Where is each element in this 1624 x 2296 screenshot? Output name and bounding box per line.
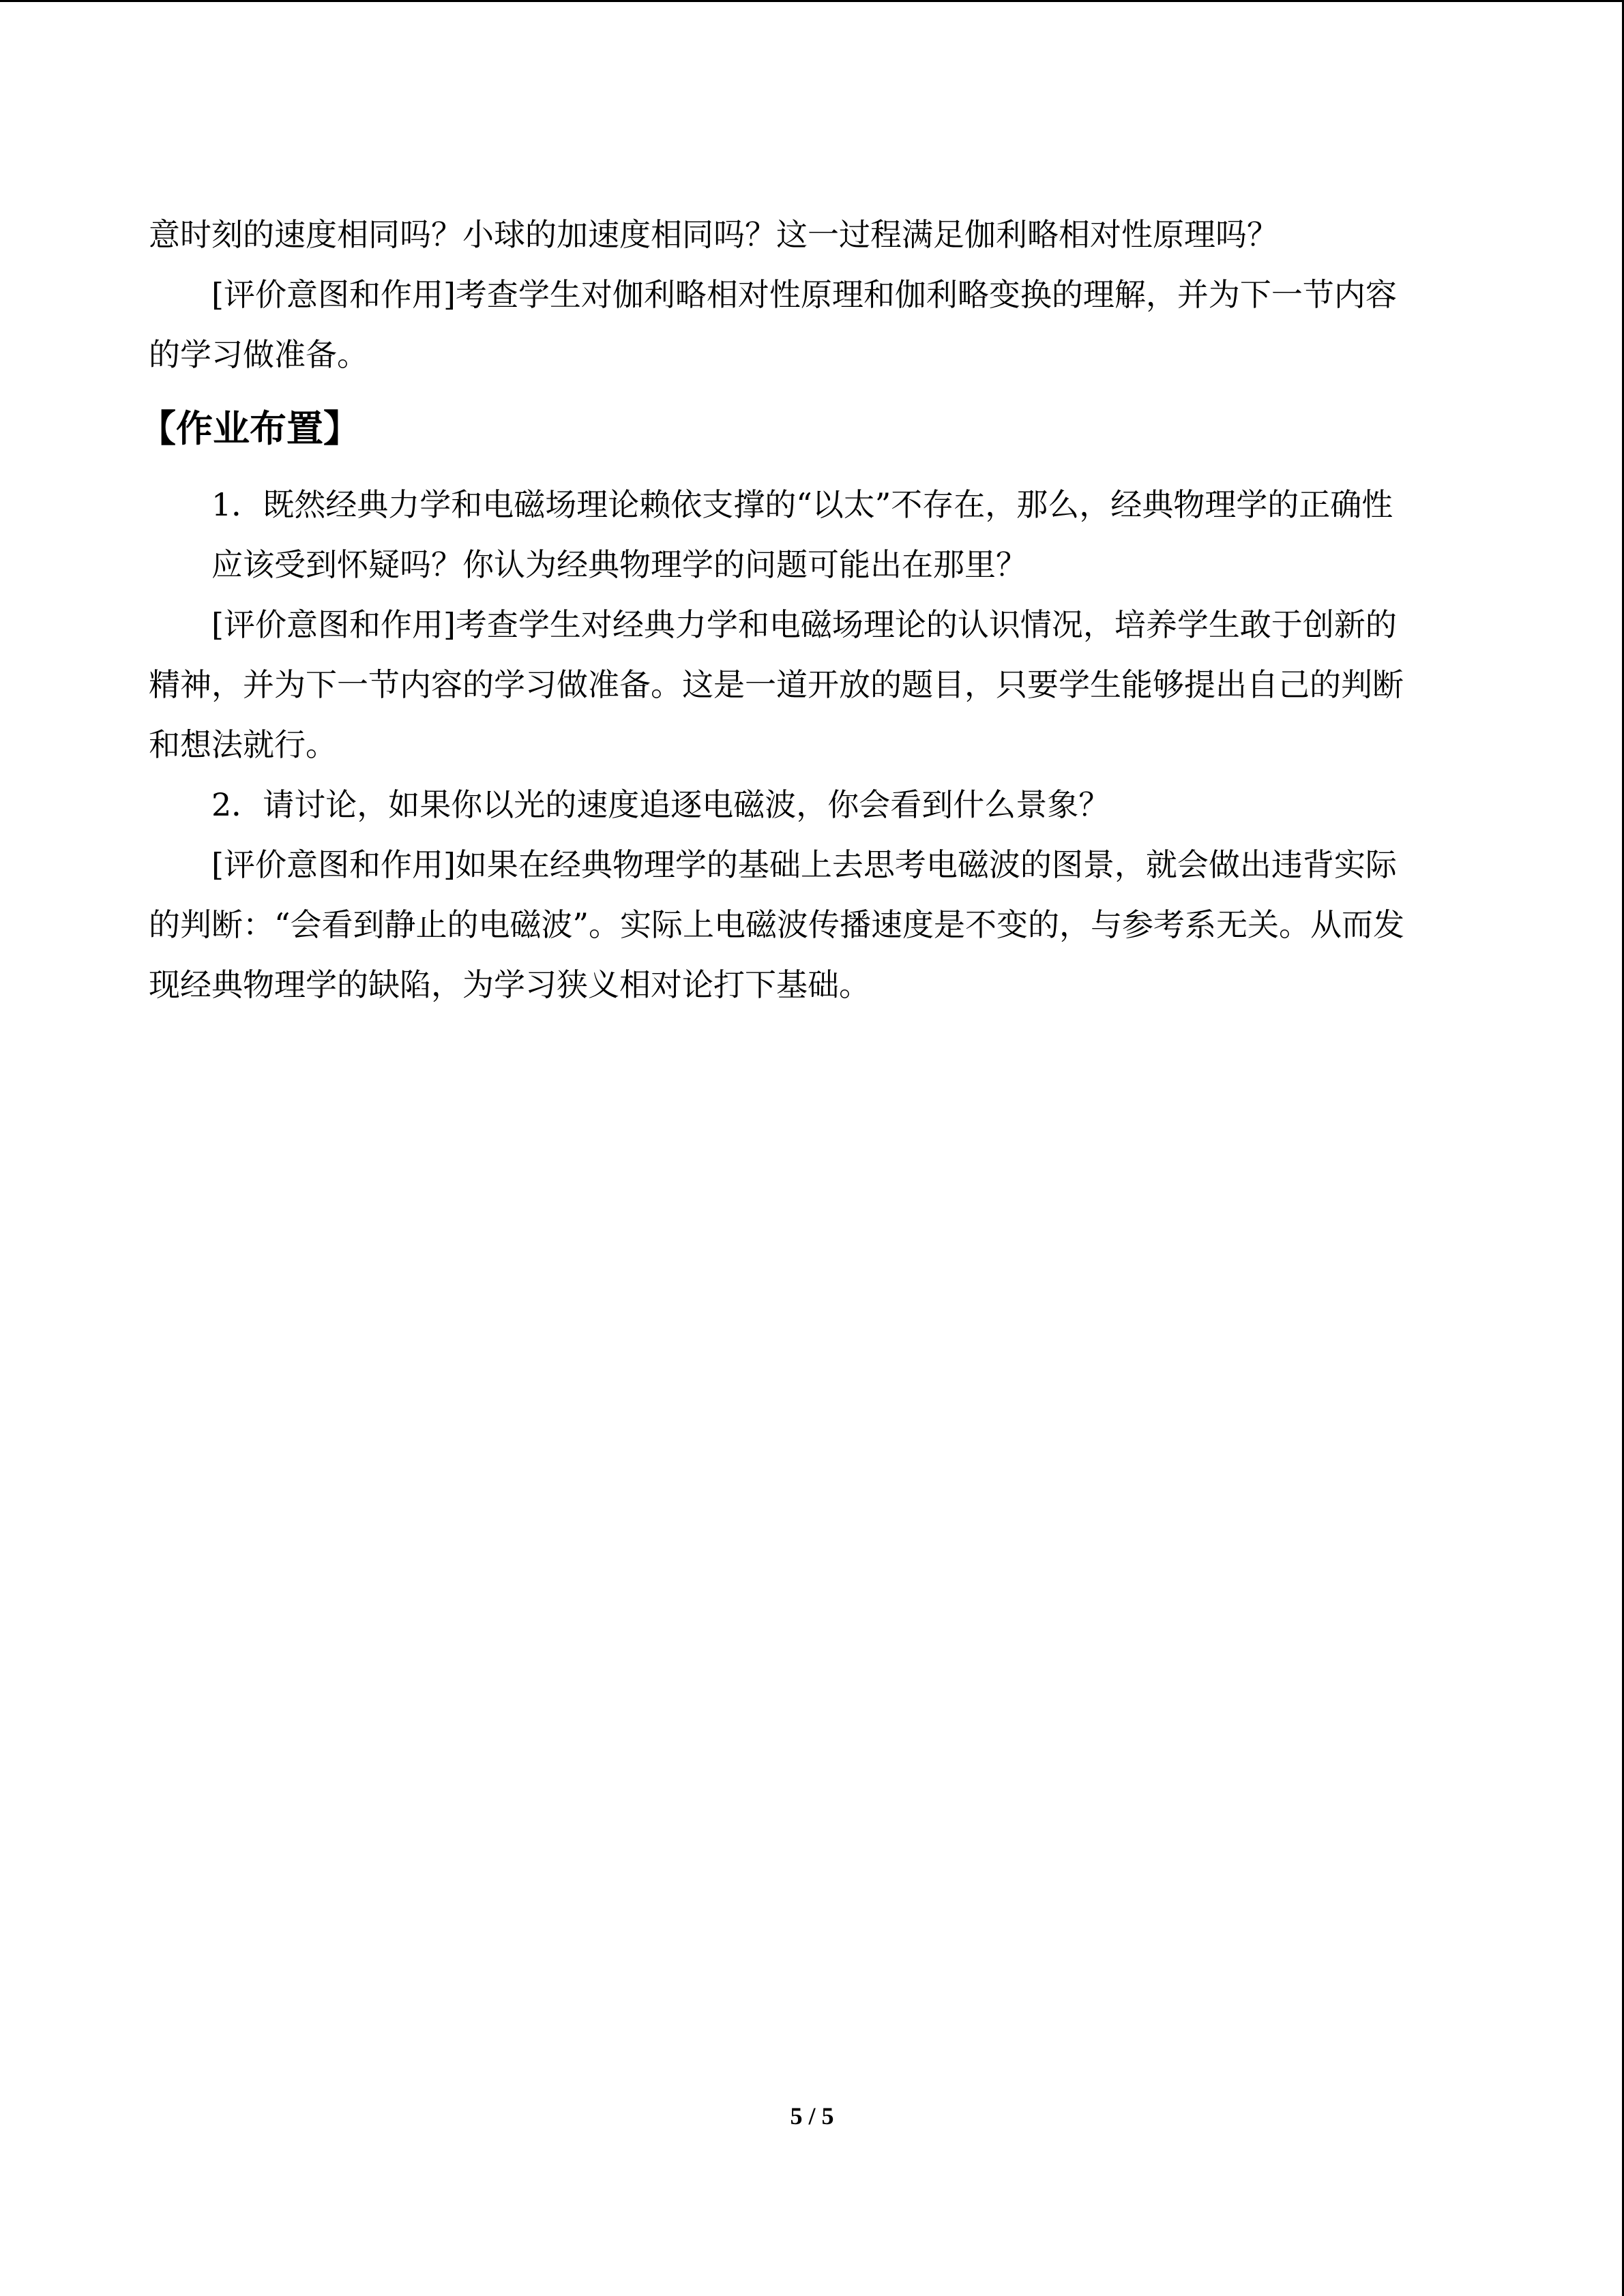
homework-item-1-line: 1．既然经典力学和电磁场理论赖依支撑的“以太”不存在，那么，经典物理学的正确性 xyxy=(211,486,1393,523)
evaluation-paragraph-line: [评价意图和作用]如果在经典物理学的基础上去思考电磁波的图景，就会做出违背实际 xyxy=(211,846,1397,883)
page-number: 5 / 5 xyxy=(790,2102,834,2130)
document-body xyxy=(139,205,1486,1015)
homework-item-2-line: 2．请讨论，如果你以光的速度追逐电磁波，你会看到什么景象？ xyxy=(211,786,1110,823)
paragraph-line: 精神，并为下一节内容的学习做准备。这是一道开放的题目，只要学生能够提出自己的判断 xyxy=(149,666,1404,703)
paragraph-line: 和想法就行。 xyxy=(149,726,337,763)
paragraph-line: 意时刻的速度相同吗？小球的加速度相同吗？这一过程满足伽利略相对性原理吗？ xyxy=(149,216,1278,253)
paragraph-line: 的学习做准备。 xyxy=(149,336,368,373)
evaluation-paragraph-line: [评价意图和作用]考查学生对伽利略相对性原理和伽利略变换的理解，并为下一节内容 xyxy=(211,276,1397,313)
paragraph-line: 现经典物理学的缺陷，为学习狭义相对论打下基础。 xyxy=(149,966,870,1003)
evaluation-paragraph-line: [评价意图和作用]考查学生对经典力学和电磁场理论的认识情况，培养学生敢于创新的 xyxy=(211,606,1397,643)
paragraph-line: 的判断：“会看到静止的电磁波”。实际上电磁波传播速度是不变的，与参考系无关。从而发 xyxy=(149,906,1405,943)
homework-item-1-line: 应该受到怀疑吗？你认为经典物理学的问题可能出在那里？ xyxy=(211,546,1027,583)
section-heading-homework: 【作业布置】 xyxy=(139,407,360,450)
